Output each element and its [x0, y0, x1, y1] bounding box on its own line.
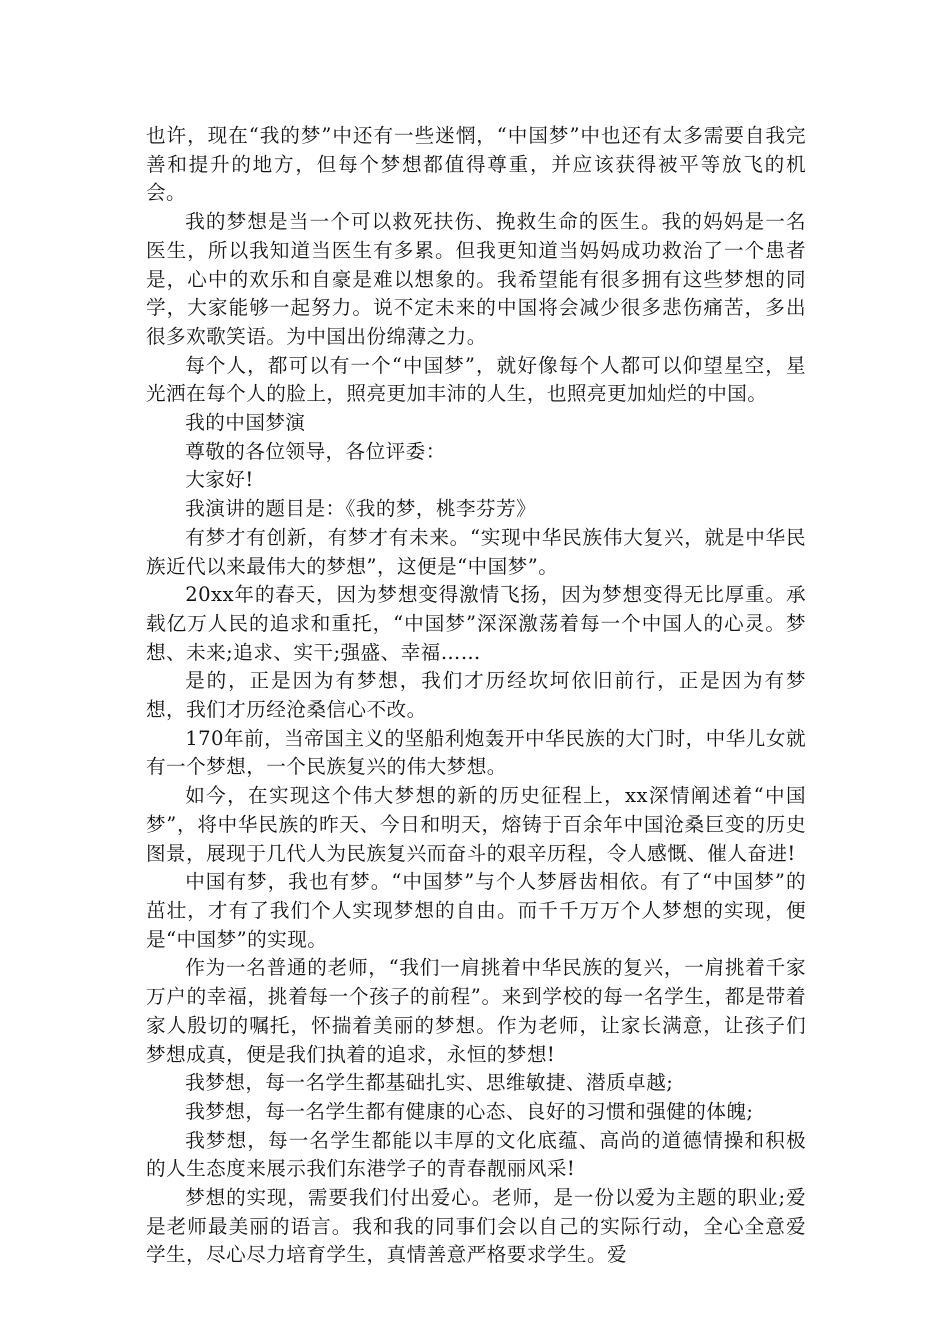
speech-topic: 我演讲的题目是：《我的梦，桃李芬芳》 [185, 497, 537, 521]
paragraph: 是的，正是因为有梦想，我们才历经坎坷依旧前行，正是因为有梦想，我们才历经沧桑信心不改。 [146, 669, 806, 722]
paragraph: 每个人，都可以有一个“中国梦”，就好像每个人都可以仰望星空，星光洒在每个人的脸上，照亮更加丰沛的人生，也照亮更加灿烂的中国。 [146, 353, 806, 406]
document-page [146, 122, 806, 1270]
paragraph: 中国有梦，我也有梦。“中国梦”与个人梦唇齿相依。有了“中国梦”的茁壮，才有了我们个人实现梦想的自由。而千千万万个人梦想的实现，便是“中国梦”的实现。 [146, 870, 806, 951]
paragraph: 我梦想，每一名学生都能以丰厚的文化底蕴、高尚的道德情操和积极的人生态度来展示我们东港学子的青春靓丽风采! [146, 1128, 806, 1181]
paragraph: 170年前，当帝国主义的坚船利炮轰开中华民族的大门时，中华儿女就有一个梦想，一个民族复兴的伟大梦想。 [146, 726, 806, 779]
paragraph: 如今，在实现这个伟大梦想的新的历史征程上，xx深情阐述着“中国梦”，将中华民族的昨天、今日和明天，熔铸于百余年中国沧桑巨变的历史图景，展现于几代人为民族复兴而奋斗的艰辛历程，令人感慨、催人奋进! [146, 784, 806, 865]
paragraph: 也许，现在“我的梦”中还有一些迷惘，“中国梦”中也还有太多需要自我完善和提升的地方，但每个梦想都值得尊重，并应该获得被平等放飞的机会。 [146, 124, 806, 205]
paragraph: 梦想的实现，需要我们付出爱心。老师，是一份以爱为主题的职业;爱是老师最美丽的语言。我和我的同事们会以自己的实际行动，全心全意爱学生，尽心尽力培育学生，真情善意严格要求学生。爱 [146, 1186, 806, 1267]
paragraph: 作为一名普通的老师，“我们一肩挑着中华民族的复兴，一肩挑着千家万户的幸福，挑着每一个孩子的前程”。来到学校的每一名学生，都是带着家人殷切的嘱托，怀揣着美丽的梦想。作为老师，让家长满意，让孩子们梦想成真，便是我们执着的追求，永恒的梦想! [146, 956, 806, 1066]
salutation: 尊敬的各位领导，各位评委： [185, 439, 446, 463]
paragraph: 我的梦想是当一个可以救死扶伤、挽救生命的医生。我的妈妈是一名医生，所以我知道当医生有多累。但我更知道当妈妈成功救治了一个患者是，心中的欢乐和自豪是难以想象的。我希望能有很多拥有这些梦想的同学，大家能够一起努力。说不定未来的中国将会减少很多悲伤痛苦，多出很多欢歌笑语。为中国出份绵薄之力。 [146, 210, 806, 348]
paragraph: 我梦想，每一名学生都有健康的心态、良好的习惯和强健的体魄; [185, 1099, 754, 1123]
paragraph: 我梦想，每一名学生都基础扎实、思维敏捷、潜质卓越; [185, 1071, 674, 1095]
greeting: 大家好! [185, 468, 254, 492]
speech-title: 我的中国梦演 [185, 411, 306, 435]
paragraph: 20xx年的春天，因为梦想变得激情飞扬，因为梦想变得无比厚重。承载亿万人民的追求和重托，“中国梦”深深激荡着每一个中国人的心灵。梦想、未来;追求、实干;强盛、幸福…… [146, 583, 806, 664]
paragraph: 有梦才有创新，有梦才有未来。“实现中华民族伟大复兴，就是中华民族近代以来最伟大的梦想”，这便是“中国梦”。 [146, 525, 806, 578]
